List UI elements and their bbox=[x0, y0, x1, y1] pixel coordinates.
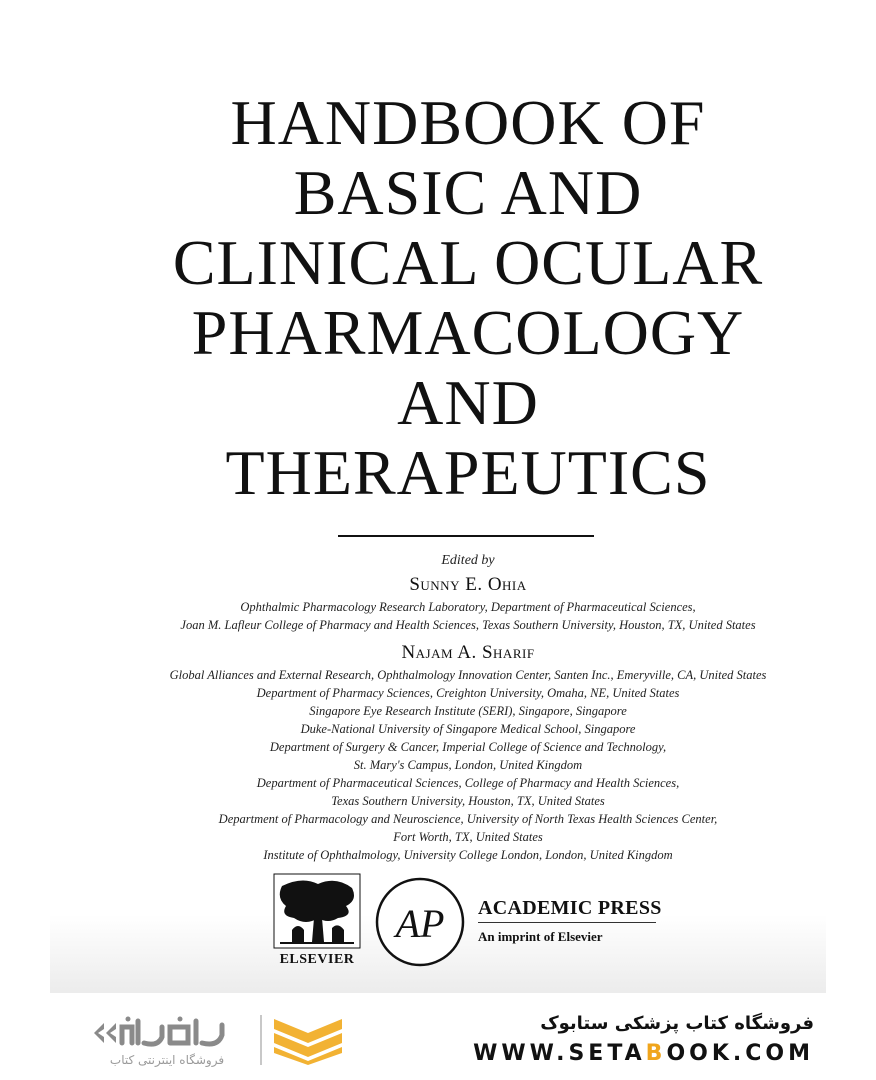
title-line: AND bbox=[397, 367, 539, 438]
editor-credits bbox=[50, 552, 876, 864]
editor-affiliation: Department of Surgery & Cancer, Imperial College of Science and Technology, bbox=[269, 740, 667, 754]
editor-affiliation: Ophthalmic Pharmacology Research Laboratory, Department of Pharmaceutical Sciences, bbox=[240, 600, 696, 614]
store-banner bbox=[0, 993, 876, 1080]
academic-press-logo bbox=[375, 877, 465, 967]
editor-affiliation: Department of Pharmacy Sciences, Creighton University, Omaha, NE, United States bbox=[256, 686, 680, 700]
editor-affiliation: Institute of Ophthalmology, University College London, London, United Kingdom bbox=[263, 848, 673, 862]
ap-monogram: AP bbox=[395, 901, 445, 946]
academic-press-rule bbox=[478, 922, 656, 923]
title-line: PHARMACOLOGY bbox=[191, 297, 745, 368]
url-part: WWW. bbox=[473, 1041, 569, 1066]
title-line: THERAPEUTICS bbox=[225, 437, 711, 508]
url-part: OOK.COM bbox=[666, 1041, 814, 1066]
url-part-highlight: B bbox=[645, 1041, 667, 1066]
editor-affiliation: Department of Pharmaceutical Sciences, College of Pharmacy and Health Sciences, bbox=[256, 776, 680, 790]
editor-affiliation: Duke-National University of Singapore Medical School, Singapore bbox=[300, 722, 636, 736]
editor-affiliation: Department of Pharmacology and Neuroscience, University of North Texas Health Sciences Center, bbox=[218, 812, 718, 826]
book-page bbox=[50, 0, 826, 993]
brand-divider bbox=[260, 1015, 262, 1065]
publisher-logos bbox=[50, 872, 876, 972]
setabook-logo-icon bbox=[88, 1013, 248, 1053]
store-name: فروشگاه کتاب پزشکی ستابوک bbox=[540, 1013, 814, 1034]
title-line: HANDBOOK OF bbox=[230, 87, 706, 158]
editor-affiliation: Singapore Eye Research Institute (SERI), Singapore, Singapore bbox=[309, 704, 627, 718]
editor-affiliation: Joan M. Lafleur College of Pharmacy and Health Sciences, Texas Southern University, Houston, TX, United States bbox=[180, 618, 756, 632]
title-line: CLINICAL OCULAR bbox=[172, 227, 764, 298]
title-line: BASIC AND bbox=[293, 157, 643, 228]
academic-press-imprint: An imprint of Elsevier bbox=[478, 929, 603, 944]
brand-subtitle: فروشگاه اینترنتی کتاب bbox=[109, 1053, 225, 1067]
url-part: SETA bbox=[568, 1041, 646, 1066]
editor-affiliation: Global Alliances and External Research, Ophthalmology Innovation Center, Santen Inc., Emeryville, CA, United States bbox=[169, 668, 767, 682]
store-url[interactable] bbox=[473, 1041, 814, 1066]
editor-affiliation: Fort Worth, TX, United States bbox=[393, 830, 543, 844]
edited-by-label: Edited by bbox=[441, 553, 495, 568]
book-title bbox=[50, 88, 876, 508]
editor-name: Najam A. Sharif bbox=[401, 642, 535, 663]
editor-affiliation: St. Mary's Campus, London, United Kingdom bbox=[353, 758, 583, 772]
editor-affiliation: Texas Southern University, Houston, TX, United States bbox=[331, 794, 605, 808]
elsevier-wordmark: ELSEVIER bbox=[279, 952, 355, 967]
academic-press-name: ACADEMIC PRESS bbox=[478, 897, 662, 919]
editor-name: Sunny E. Ohia bbox=[409, 574, 527, 595]
title-divider bbox=[338, 535, 594, 537]
book-chevron-icon bbox=[270, 1011, 346, 1065]
